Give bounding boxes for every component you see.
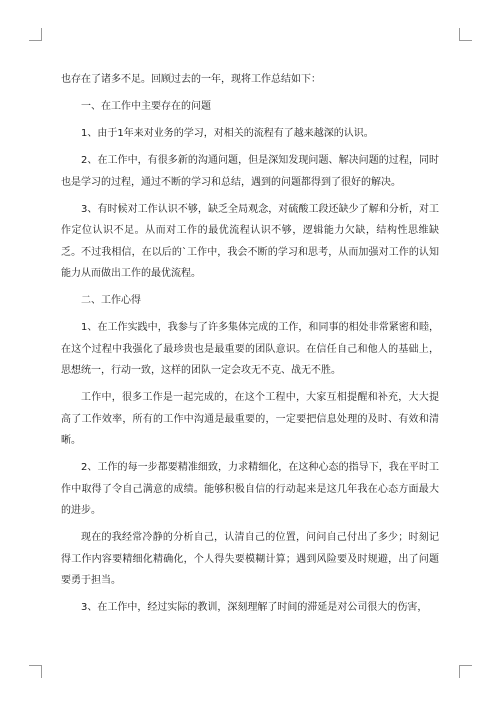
paragraph-intro: 也存在了诸多不足。回顾过去的一年，现将工作总结如下：	[61, 74, 321, 85]
section-heading-insights: 二、工作心得	[81, 295, 141, 306]
paragraph-problem-2: 2、在工作中，有很多新的沟通问题，但是深知发现问题、解决问题的过程，同时也是学习的过程，通过不断的学习和总结，遇到的问题都得到了很好的解决。	[61, 155, 439, 188]
paragraph-insight-3: 3、在工作中，经过实际的教训，深刻理解了时间的滞延是对公司很大的伤害，	[81, 602, 428, 613]
paragraph-insight-2: 2、工作的每一步都要精准细致，力求精细化，在这种心态的指导下，我在平时工作中取得了令自己满意的成绩。能够积极自信的行动起来是这几年我在心态方面最大的进步。	[61, 462, 439, 516]
document-body	[61, 69, 439, 624]
section-heading-problems: 一、在工作中主要存在的问题	[81, 101, 211, 112]
crop-mark-bottom-right	[459, 665, 472, 678]
paragraph-problem-3: 3、有时候对工作认识不够，缺乏全局观念，对硫酸工段还缺少了解和分析，对工作定位认识不足。从而对工作的最优流程认识不够，逻辑能力欠缺，结构性思维缺乏。不过我相信，在以后的`工作中，我会不断的学习和思考，从而加强对工作的认知能力从而做出工作的最优流程。	[61, 203, 439, 279]
paragraph-problem-1: 1、由于1年来对业务的学习，对相关的流程有了越来越深的认识。	[81, 128, 374, 139]
paragraph-self-analysis: 现在的我经常冷静的分析自己，认清自己的位置，问问自己付出了多少；时刻记得工作内容要精细化精确化，个人得失要模糊计算；遇到风险要及时规避，出了问题要勇于担当。	[61, 532, 439, 586]
crop-mark-bottom-left	[29, 665, 42, 678]
paragraph-teamwork: 工作中，很多工作是一起完成的，在这个工程中，大家互相提醒和补充，大大提高了工作效率，所有的工作中沟通是最重要的，一定要把信息处理的及时、有效和清晰。	[61, 392, 439, 446]
crop-mark-top-right	[459, 28, 472, 41]
paragraph-insight-1: 1、在工作实践中，我参与了许多集体完成的工作，和同事的相处非常紧密和睦，在这个过程中我强化了最珍贵也是最重要的团队意识。在信任自己和他人的基础上，思想统一，行动一致，这样的团队一定会攻无不克、战无不胜。	[61, 322, 439, 376]
crop-mark-top-left	[29, 28, 42, 41]
